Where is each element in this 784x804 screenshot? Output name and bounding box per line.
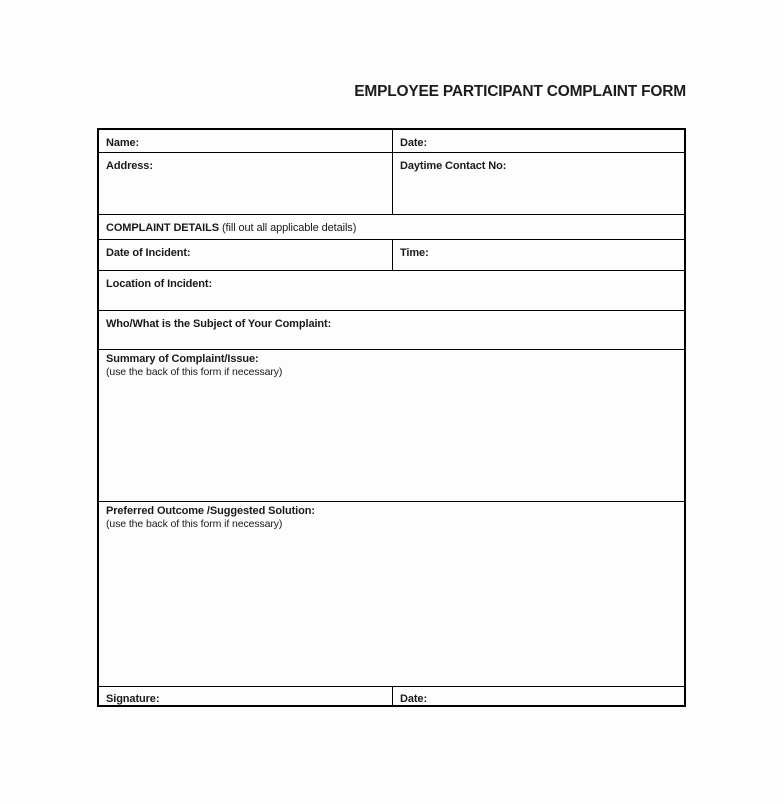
time-field[interactable] [393,240,684,270]
row-subject [99,311,684,350]
signature-label: Signature: [106,693,160,705]
preferred-outcome-note: (use the back of this form if necessary) [106,518,283,530]
time-label: Time: [400,247,429,259]
address-field[interactable] [99,153,393,214]
location-of-incident-field[interactable] [99,271,684,310]
row-incident-date-time [99,240,684,271]
complaint-summary-field[interactable] [99,350,684,501]
date-of-incident-field[interactable] [99,240,393,270]
row-complaint-details-header [99,215,684,240]
form-title: EMPLOYEE PARTICIPANT COMPLAINT FORM [354,83,686,100]
complaint-subject-label: Who/What is the Subject of Your Complaint: [106,318,332,330]
signature-date-field[interactable] [393,687,684,705]
complaint-summary-label: Summary of Complaint/Issue: [106,353,259,365]
row-name-date [99,130,684,153]
daytime-contact-field[interactable] [393,153,684,214]
date-label: Date: [400,137,428,149]
signature-date-label: Date: [400,693,428,705]
row-summary [99,350,684,502]
daytime-contact-label: Daytime Contact No: [400,160,507,172]
row-outcome [99,502,684,687]
location-of-incident-label: Location of Incident: [106,278,213,290]
complaint-form-table [97,128,686,707]
signature-field[interactable] [99,687,393,705]
date-of-incident-label: Date of Incident: [106,247,191,259]
complaint-details-header [99,215,684,239]
address-label: Address: [106,160,153,172]
date-field[interactable] [393,130,684,152]
row-address-contact [99,153,684,215]
row-location [99,271,684,311]
complaint-subject-field[interactable] [99,311,684,349]
preferred-outcome-field[interactable] [99,502,684,686]
complaint-summary-note: (use the back of this form if necessary) [106,366,283,378]
preferred-outcome-label: Preferred Outcome /Suggested Solution: [106,505,315,517]
complaint-details-note: (fill out all applicable details) [221,222,357,234]
row-signature-date [99,687,684,705]
name-field[interactable] [99,130,393,152]
name-label: Name: [106,137,140,149]
complaint-details-label: COMPLAINT DETAILS [106,222,219,234]
